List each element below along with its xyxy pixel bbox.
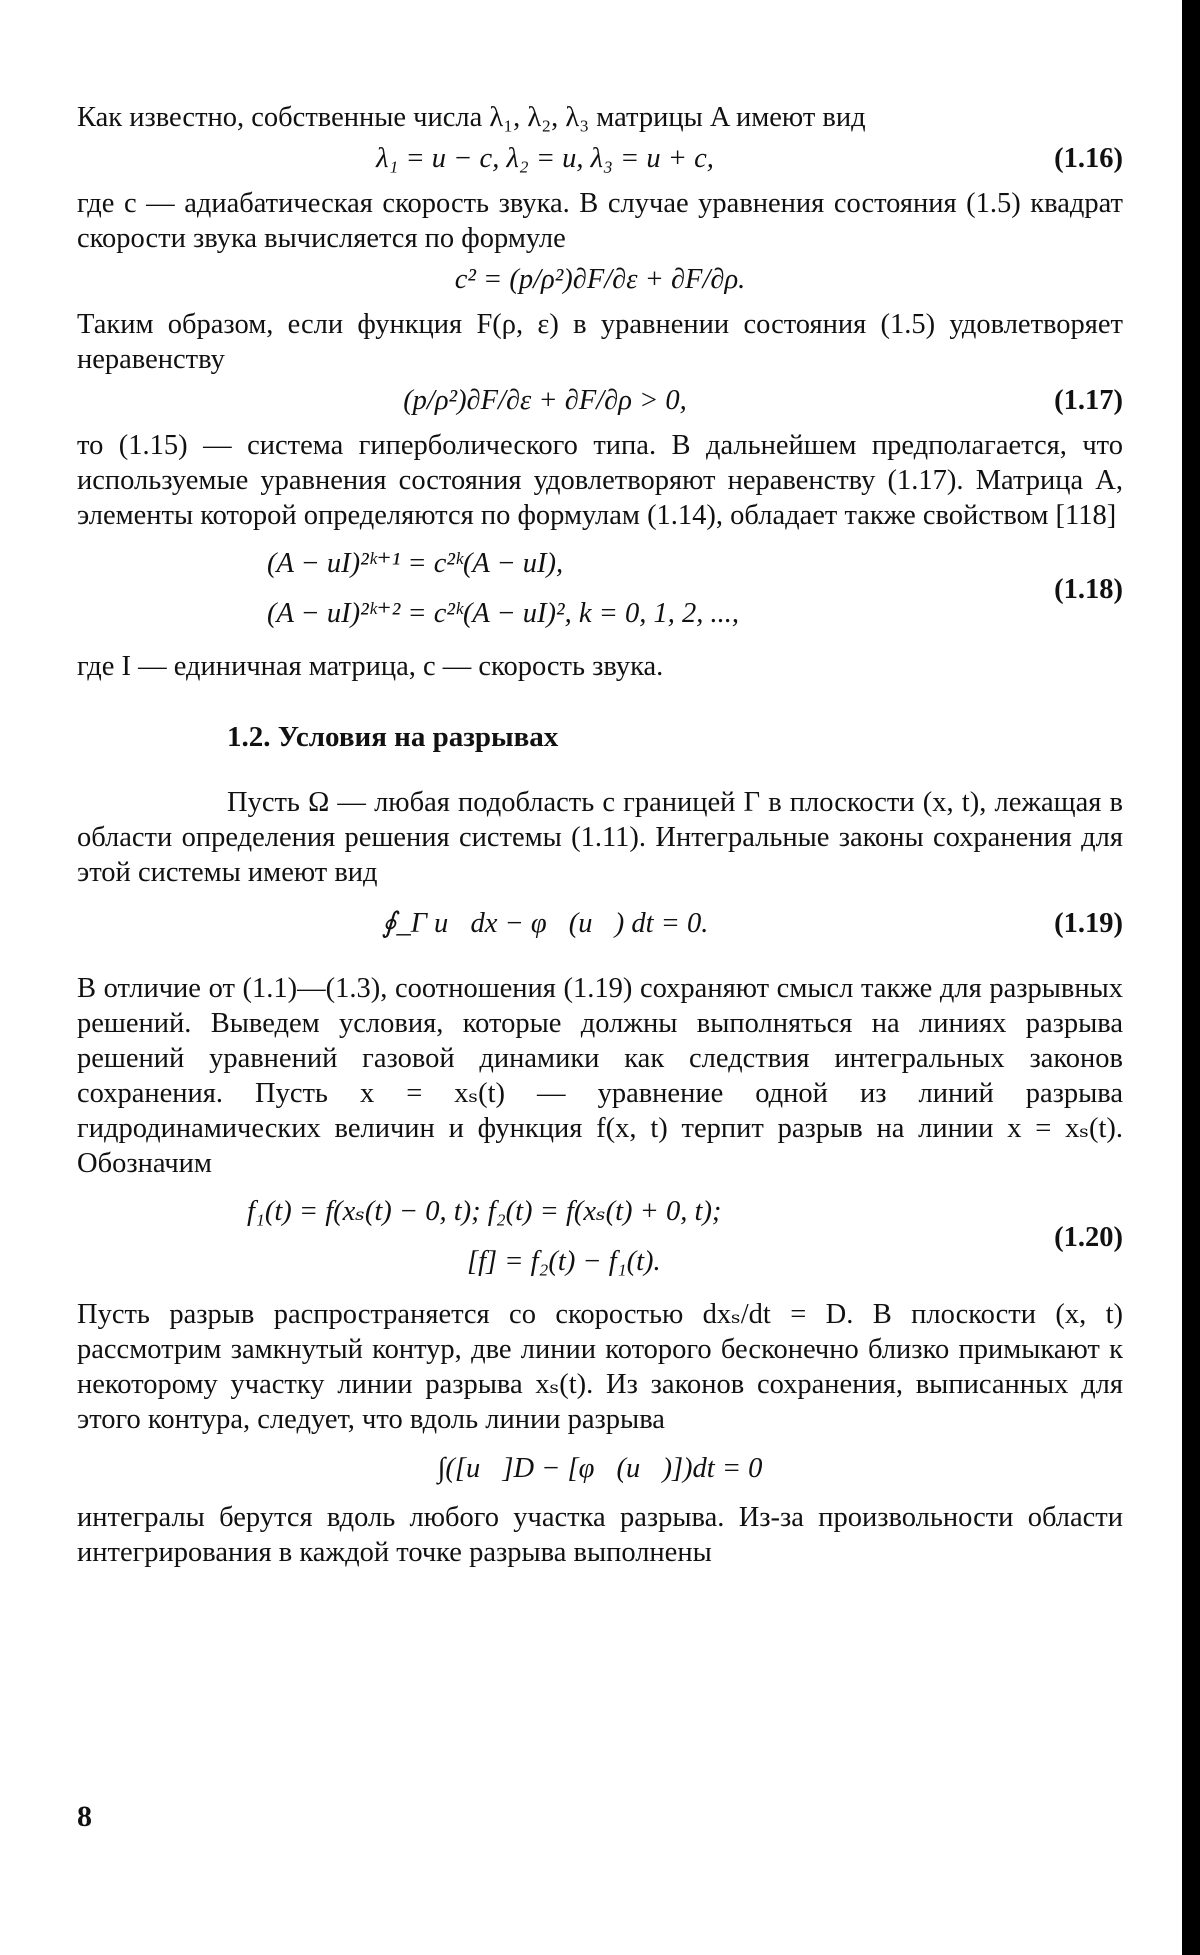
equation-c2 — [77, 262, 1123, 297]
document-body — [77, 100, 1123, 1570]
paragraph: Таким образом, если функция F(ρ, ε) в уравнении состояния (1.5) удовлетворяет неравенству — [77, 309, 1123, 375]
equation-number: (1.20) — [1054, 1221, 1123, 1253]
paragraph: В отличие от (1.1)—(1.3), соотношения (1.19) сохраняют смысл также для разрывных решений. Выведем условия, которые должны выполняться на линиях разрыва решений уравнений газовой динамики как следствия интегральных законов сохранения. Пусть x = xₛ(t) — уравнение одной из линий разрыва гидродинамических величин и функция f(x, t) терпит разрыв на линии x = xₛ(t). Обозначим — [77, 973, 1123, 1179]
equation-number: (1.18) — [1054, 573, 1123, 605]
paragraph: где c — адиабатическая скорость звука. В случае уравнения состояния (1.5) квадрат скорости звука вычисляется по формуле — [77, 188, 1123, 254]
equation-text: c² = (p/ρ²)∂F/∂ε + ∂F/∂ρ. — [454, 264, 746, 295]
equation-text: ∫([u⃗]D − [φ⃗(u⃗)])dt = 0 — [437, 1453, 763, 1484]
paragraph: Как известно, собственные числа λ₁, λ₂, λ₃ матрицы A имеют вид — [77, 102, 866, 133]
paragraph: то (1.15) — система гиперболического типа. В дальнейшем предполагается, что используемые уравнения состояния удовлетворяют неравенству (1.17). Матрица A, элементы которой определяются по формулам (1.14), обладает также свойством [118] — [77, 430, 1123, 531]
equation-text: [f] = f₂(t) − f₁(t). — [467, 1246, 661, 1277]
equation-text: λ₁ = u − c, λ₂ = u, λ₃ = u + c, — [376, 143, 714, 174]
equation-text: f₁(t) = f(xₛ(t) − 0, t); f₂(t) = f(xₛ(t) + 0, t); — [247, 1196, 722, 1227]
equation-1-17 — [77, 383, 1123, 418]
equation-1-20 — [77, 1187, 1123, 1287]
equation-lines — [77, 1187, 1013, 1287]
equation-1-18 — [77, 539, 1123, 639]
paragraph: где I — единичная матрица, c — скорость звука. — [77, 651, 664, 682]
page-number: 8 — [77, 1800, 92, 1833]
page-edge-bar — [1182, 0, 1200, 1955]
equation-1-16 — [77, 141, 1123, 176]
equation-text: ∮_Γ u⃗dx − φ⃗(u⃗) dt = 0. — [381, 908, 709, 939]
equation-text: (p/ρ²)∂F/∂ε + ∂F/∂ρ > 0, — [403, 385, 687, 416]
section-heading: 1.2. Условия на разрывах — [227, 721, 559, 753]
equation-integral — [77, 1451, 1123, 1486]
equation-number: (1.19) — [1054, 908, 1123, 939]
paragraph: интегралы берутся вдоль любого участка разрыва. Из-за произвольности области интегрирования в каждой точке разрыва выполнены — [77, 1502, 1123, 1568]
equation-text: (A − uI)²ᵏ⁺¹ = c²ᵏ(A − uI), — [267, 548, 564, 579]
paragraph: Пусть Ω — любая подобласть с границей Γ в плоскости (x, t), лежащая в области определения решения системы (1.11). Интегральные законы сохранения для этой системы имеют вид — [77, 787, 1123, 888]
equation-number: (1.17) — [1054, 385, 1123, 416]
equation-1-19 — [77, 906, 1123, 941]
equation-number: (1.16) — [1054, 143, 1123, 174]
paragraph: Пусть разрыв распространяется со скоростью dxₛ/dt = D. В плоскости (x, t) рассмотрим замкнутый контур, две линии которого бесконечно близко примыкают к некоторому участку линии разрыва xₛ(t). Из законов сохранения, выписанных для этого контура, следует, что вдоль линии разрыва — [77, 1299, 1123, 1435]
equation-lines — [77, 539, 1013, 639]
equation-text: (A − uI)²ᵏ⁺² = c²ᵏ(A − uI)², k = 0, 1, 2, ..., — [267, 598, 739, 629]
